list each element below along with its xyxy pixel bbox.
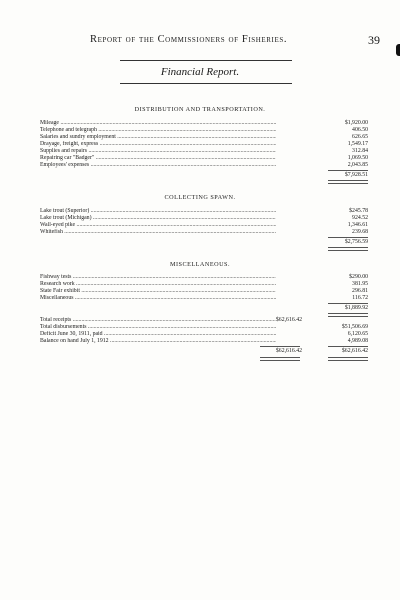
row-amount: $1,920.00 [344, 120, 368, 126]
report-subtitle: Financial Report. [160, 66, 240, 78]
section-heading-distribution: DISTRIBUTION AND TRANSPORTATION. [134, 106, 266, 113]
ledger-row [40, 134, 368, 141]
row-label: State Fair exhibit ..... [40, 288, 276, 295]
row-label: Drayage, freight, express ..... [40, 141, 276, 148]
row-amount: 1,549.17 [347, 141, 368, 147]
rule-top [120, 60, 292, 61]
row-label: Telephone and telegraph ..... [40, 127, 276, 134]
row-amount: 406.50 [352, 127, 368, 133]
row-label: Supplies and repairs ..... [40, 148, 276, 155]
ledger-row [40, 148, 368, 155]
summary-double-rule-left [260, 357, 300, 361]
row-amount: 626.65 [352, 134, 368, 140]
row-amount: 924.52 [352, 215, 368, 221]
ledger-row [40, 281, 368, 288]
ledger-row [40, 127, 368, 134]
binding-edge-mark [396, 44, 400, 56]
ledger-row [40, 274, 368, 281]
row-label: Whitefish ..... [40, 229, 276, 236]
ledger-row [40, 295, 368, 302]
subtotal-rule [328, 170, 368, 171]
receipts-amount: $62,616.42 [275, 317, 302, 323]
section-total: $7,928.51 [344, 172, 368, 178]
subtotal-rule [328, 237, 368, 238]
row-amount: 1,069.50 [347, 155, 368, 161]
row-label: Lake trout (Michigan) ..... [40, 215, 276, 222]
row-amount: 2,043.85 [347, 162, 368, 168]
total-double-rule [328, 247, 368, 251]
row-amount: 1,346.61 [347, 222, 368, 228]
row-label: Employees' expenses ..... [40, 162, 276, 169]
summary-total-right: $62,616.42 [341, 348, 368, 354]
row-label: Mileage ..... [40, 120, 276, 127]
row-amount: 296.81 [352, 288, 368, 294]
summary-row [40, 331, 368, 338]
running-header [40, 34, 380, 48]
summary-row [40, 338, 368, 345]
disbursement-amount: 6,120.65 [347, 331, 368, 337]
summary-rule-left [260, 346, 300, 347]
row-label: Salaries and sundry employment ..... [40, 134, 276, 141]
row-amount: $245.78 [349, 208, 368, 214]
summary-rule-right [328, 346, 368, 347]
row-amount: 381.95 [352, 281, 368, 287]
row-label: Deficit June 30, 1911, paid ..... [40, 331, 276, 338]
row-label: Lake trout (Superior) ..... [40, 208, 276, 215]
row-label: Miscellaneous ..... [40, 295, 276, 302]
ledger-row [40, 155, 368, 162]
summary-row [40, 317, 368, 324]
total-double-rule [328, 180, 368, 184]
section-total: $1,889.92 [344, 305, 368, 311]
row-label: Repairing car "Badger" ..... [40, 155, 276, 162]
ledger-row [40, 229, 368, 236]
row-label: Research work ..... [40, 281, 276, 288]
row-label: Balance on hand July 1, 1912 ..... [40, 338, 276, 345]
row-amount: 239.68 [352, 229, 368, 235]
ledger-row [40, 215, 368, 222]
section-heading-misc: MISCELLANEOUS. [169, 261, 231, 268]
ledger-row [40, 222, 368, 229]
row-label: Fishway tests ..... [40, 274, 276, 281]
row-amount: 312.84 [352, 148, 368, 154]
disbursement-amount: 4,989.08 [347, 338, 368, 344]
rule-bottom [120, 83, 292, 84]
header-title: Report of the Commissioners of Fisheries. [90, 34, 288, 45]
page-number: 39 [368, 33, 380, 47]
ledger-row [40, 288, 368, 295]
row-label: Total receipts ..... [40, 317, 276, 324]
ledger-row [40, 120, 368, 127]
section-heading-spawn: COLLECTING SPAWN. [164, 194, 236, 201]
summary-total-left: $62,616.42 [275, 348, 302, 354]
ledger-row [40, 162, 368, 169]
summary-row [40, 324, 368, 331]
row-label: Total disbursements ..... [40, 324, 276, 331]
ledger-row [40, 208, 368, 215]
row-amount: 116.72 [352, 295, 368, 301]
row-label: Wall-eyed pike ..... [40, 222, 276, 229]
disbursement-amount: $51,506.69 [341, 324, 368, 330]
row-amount: $290.00 [349, 274, 368, 280]
summary-double-rule-right [328, 357, 368, 361]
ledger-row [40, 141, 368, 148]
section-total: $2,756.59 [344, 239, 368, 245]
subtotal-rule [328, 303, 368, 304]
